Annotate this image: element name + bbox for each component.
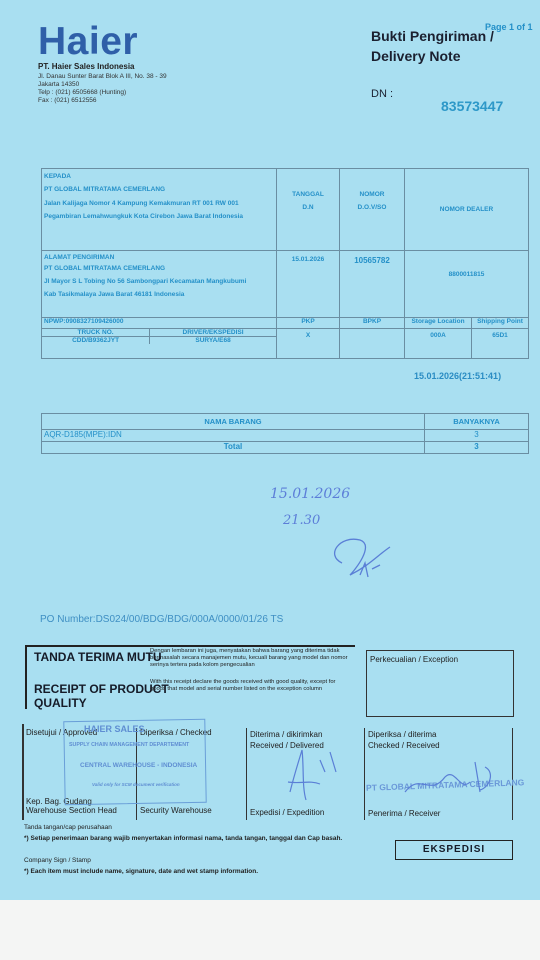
tanggal-header bbox=[277, 169, 340, 251]
section-head-label-en: Warehouse Section Head bbox=[26, 806, 117, 815]
section-head-label: Kep. Bag. Gudang bbox=[26, 797, 92, 806]
total-qty: 3 bbox=[425, 442, 529, 454]
bpkp-value bbox=[340, 329, 405, 359]
haier-logo: Haier bbox=[38, 20, 139, 63]
driver-label: DRIVER/EKSPEDISI bbox=[150, 329, 276, 337]
company-fax: Fax : (021) 6512556 bbox=[38, 97, 97, 104]
sig-divider bbox=[246, 728, 247, 820]
receipt-title-en-2: QUALITY bbox=[34, 696, 87, 710]
table-row bbox=[42, 430, 529, 442]
sig-border bbox=[22, 724, 24, 820]
item-name: AQR-D185(MPE):IDN bbox=[42, 430, 425, 442]
receiver-label: Penerima / Receiver bbox=[368, 809, 441, 818]
kepada-name: PT GLOBAL MITRATAMA CEMERLANG bbox=[44, 186, 166, 193]
sig-divider bbox=[512, 728, 513, 820]
handwritten-date: 15.01.2026 bbox=[270, 486, 351, 502]
npwp: NPWP:0908327109426000 bbox=[42, 318, 277, 329]
nomor-sub: D.O.V/SO bbox=[357, 204, 387, 211]
total-label: Total bbox=[42, 442, 425, 454]
sig-divider bbox=[364, 728, 365, 820]
receipt-text-en: With this receipt declare the goods received with good quality, except for goods that model and serial number listed on the exception column bbox=[150, 679, 336, 693]
alamat-name: PT GLOBAL MITRATAMA CEMERLANG bbox=[44, 265, 166, 272]
checked-label: Diperiksa / Checked bbox=[140, 728, 212, 737]
company-address-line: Jakarta 14350 bbox=[38, 81, 80, 88]
dn-date bbox=[277, 251, 340, 318]
kepada-address: Jalan Kalijaga Nomor 4 Kampung Kemakmuran RT 001 RW 001 bbox=[44, 200, 239, 207]
exception-label: Perkecualian / Exception bbox=[370, 655, 459, 664]
tanggal-label: TANGGAL bbox=[292, 191, 324, 198]
tanggal-sub: D.N bbox=[302, 204, 314, 211]
item-qty: 3 bbox=[425, 430, 529, 442]
alamat-address: Kab Tasikmalaya Jawa Barat 46181 Indonesia bbox=[44, 291, 185, 298]
storage-location: 000A bbox=[430, 332, 446, 339]
dealer-header: NOMOR DEALER bbox=[405, 169, 529, 251]
items-col-name: NAMA BARANG bbox=[42, 414, 425, 430]
ekspedisi-label: EKSPEDISI bbox=[395, 840, 513, 860]
delivered-label: Diterima / dikirimkan bbox=[250, 730, 323, 739]
receipt-title-en: RECEIPT OF PRODUCT bbox=[34, 682, 169, 696]
shipment-info-table bbox=[41, 168, 529, 359]
receiver-stamp: PT GLOBAL MITRATAMA CEMERLANG bbox=[365, 777, 525, 793]
document-title-en: Delivery Note bbox=[371, 48, 461, 64]
so-number bbox=[340, 251, 405, 318]
kepada-address: Pegambiran Lemahwungkuk Kota Cirebon Jawa Barat Indonesia bbox=[44, 213, 244, 220]
print-timestamp: 15.01.2026(21:51:41) bbox=[414, 371, 502, 381]
nomor-label: NOMOR bbox=[359, 191, 385, 198]
pkp-value bbox=[277, 329, 340, 359]
footer-line: *) Each item must include name, signature, date and wet stamp information. bbox=[24, 868, 259, 875]
receipt-text-id: Dengan lembaran ini juga, menyatakan bahwa barang yang diterima tidak bermasalah secara manajemen mutu, kecuali barang yang model dan nomor serinya tertera pada kolom pengecualian bbox=[150, 648, 348, 669]
footer-line: *) Setiap penerimaan barang wajib menyertakan informasi nama, tanda tangan, tanggal dan Cap basah. bbox=[24, 835, 343, 842]
items-col-qty: BANYAKNYA bbox=[425, 414, 529, 430]
kepada-label: KEPADA bbox=[44, 173, 71, 180]
nomor-header bbox=[340, 169, 405, 251]
driver-name: SURYA/E68 bbox=[150, 337, 276, 345]
expedition-label: Expedisi / Expedition bbox=[250, 808, 325, 817]
truck-driver-cell bbox=[42, 329, 277, 359]
alamat-label: ALAMAT PENGIRIMAN bbox=[44, 254, 115, 261]
so-number-value: 10565782 bbox=[354, 256, 390, 265]
received-label: Diperiksa / diterima bbox=[368, 730, 437, 739]
bracket-top bbox=[25, 645, 355, 647]
dn-date-value: 15.01.2026 bbox=[291, 256, 325, 263]
document-title-id: Bukti Pengiriman / bbox=[371, 28, 494, 44]
storage-location-label: Storage Location bbox=[405, 318, 472, 329]
handwritten-time: 21.30 bbox=[283, 513, 321, 528]
dealer-number-value: 8800011815 bbox=[448, 271, 485, 278]
shipping-point-value bbox=[472, 329, 529, 359]
company-phone: Telp : (021) 6505668 (Hunting) bbox=[38, 89, 127, 96]
dealer-number bbox=[405, 251, 529, 318]
receiver-signature bbox=[400, 752, 500, 808]
truck-label: TRUCK NO. bbox=[42, 329, 150, 337]
truck-number: CDD/B9362JYT bbox=[42, 337, 150, 345]
bpkp-label: BPKP bbox=[340, 318, 405, 329]
received-label-en: Checked / Received bbox=[368, 741, 440, 750]
shipping-point-label: Shipping Point bbox=[472, 318, 529, 329]
storage-location-value bbox=[405, 329, 472, 359]
pkp-label: PKP bbox=[277, 318, 340, 329]
kepada-cell bbox=[42, 169, 277, 251]
dn-number: 83573447 bbox=[441, 98, 504, 114]
shipping-point: 65D1 bbox=[492, 332, 508, 339]
dn-label: DN : bbox=[371, 88, 393, 100]
bracket-left bbox=[25, 645, 27, 709]
expedition-signature bbox=[280, 742, 360, 806]
alamat-address: Jl Mayor S L Tobing No 56 Sambongpari Kecamatan Mangkubumi bbox=[44, 278, 247, 285]
footer-line: Company Sign / Stamp bbox=[24, 857, 91, 864]
items-table bbox=[41, 413, 529, 454]
alamat-cell bbox=[42, 251, 277, 318]
company-address-line: Jl. Danau Sunter Barat Blok A III, No. 38 - 39 bbox=[38, 73, 167, 80]
stamp-text: Valid only for SCM document verification bbox=[92, 782, 180, 787]
handwritten-signature bbox=[320, 525, 400, 585]
company-name: PT. Haier Sales Indonesia bbox=[38, 62, 135, 71]
approved-label: Disetujui / Approved bbox=[26, 728, 98, 737]
footer-line: Tanda tangan/cap perusahaan bbox=[24, 824, 112, 831]
receipt-title-id: TANDA TERIMA MUTU bbox=[34, 650, 162, 664]
po-number: PO Number:DS024/00/BDG/BDG/000A/0000/01/26 TS bbox=[40, 614, 284, 625]
pkp-mark: X bbox=[305, 332, 311, 339]
page-indicator: Page 1 of 1 bbox=[485, 22, 533, 32]
delivered-label-en: Received / Delivered bbox=[250, 741, 324, 750]
stamp-text: SUPPLY CHAIN MANAGEMENT DEPARTEMENT bbox=[69, 742, 190, 748]
stamp-text: HAIER SALES bbox=[84, 724, 145, 734]
stamp-text: CENTRAL WAREHOUSE - INDONESIA bbox=[80, 762, 198, 769]
security-label: Security Warehouse bbox=[140, 806, 212, 815]
